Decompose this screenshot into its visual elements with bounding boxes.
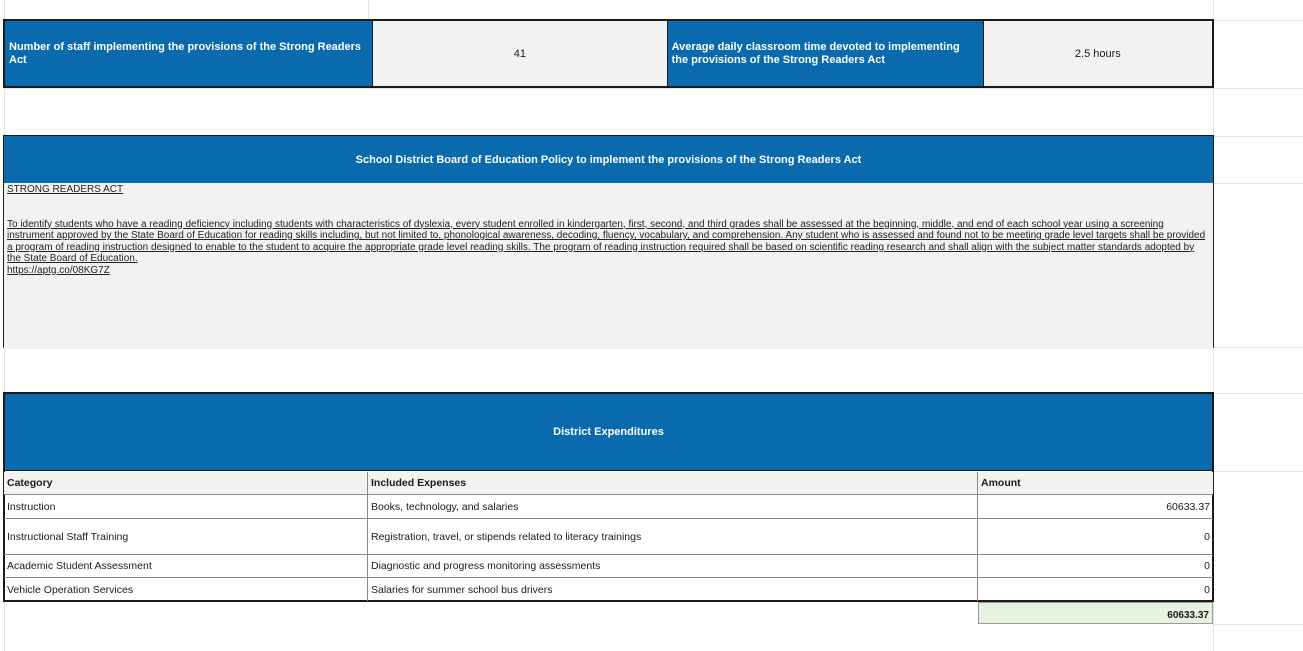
policy-body-text: To identify students who have a reading deficiency including students with characteristics of dyslexia, every student enrolled in kindergarten, first, second, and third grades shall be assessed at the beginning, middle, and end of each school year using a screening instrument approved by the State Board of Education for reading skills including, but not limited to, phonological awareness, decoding, fluency, vocabulary, and comprehension. Any student who is assessed and found not to be meeting grade level targets shall be provided a program of reading instruction designed to enable to the student to acquire the appropriate grade level reading skills. The program of reading instruction required shall be based on scientific reading research and shall align with the subject matter standards adopted by the State Board of Education. <box>7 218 1206 264</box>
category-cell[interactable]: Instructional Staff Training <box>4 519 368 554</box>
time-label[interactable]: Average daily classroom time devoted to implementing the provisions of the Strong Readers Act <box>668 21 984 86</box>
gridline <box>1213 183 1303 184</box>
expenses-cell[interactable]: Books, technology, and salaries <box>368 495 978 518</box>
category-cell[interactable]: Academic Student Assessment <box>4 555 368 577</box>
category-cell[interactable]: Vehicle Operation Services <box>4 578 368 601</box>
summary-row <box>3 19 1214 88</box>
gridline <box>1213 347 1303 348</box>
table-header-row <box>4 472 1213 495</box>
column-header-amount[interactable]: Amount <box>981 477 1021 489</box>
amount-cell[interactable]: 0 <box>1204 583 1210 596</box>
expenses-cell[interactable]: Registration, travel, or stipends related to literacy trainings <box>368 519 978 554</box>
expenditures-title[interactable]: District Expenditures <box>5 394 1212 471</box>
policy-text[interactable] <box>4 183 1213 349</box>
staff-value[interactable]: 41 <box>373 21 667 86</box>
column-header-expenses[interactable]: Included Expenses <box>368 472 978 494</box>
policy-section <box>3 135 1214 348</box>
table-row <box>4 555 1213 578</box>
staff-label[interactable]: Number of staff implementing the provisions of the Strong Readers Act <box>5 21 373 86</box>
table-row <box>4 519 1213 555</box>
table-row <box>4 495 1213 519</box>
policy-heading: STRONG READERS ACT <box>7 184 124 195</box>
column-header-category[interactable]: Category <box>4 472 368 494</box>
gridline <box>1213 136 1303 137</box>
time-value[interactable]: 2.5 hours <box>984 21 1212 86</box>
amount-cell[interactable]: 0 <box>1204 560 1210 572</box>
gridline <box>4 88 1303 89</box>
gridline <box>1213 393 1303 394</box>
gridline <box>368 0 369 20</box>
total-amount-cell[interactable]: 60633.37 <box>978 602 1213 624</box>
gridline <box>1213 20 1303 21</box>
amount-cell[interactable]: 0 <box>1204 530 1210 543</box>
table-row <box>4 578 1213 601</box>
gridline <box>1213 471 1303 472</box>
expenses-cell[interactable]: Diagnostic and progress monitoring assessments <box>368 555 978 577</box>
expenses-cell[interactable]: Salaries for summer school bus drivers <box>368 578 978 601</box>
gridline <box>1213 624 1303 625</box>
policy-link[interactable]: https://aptg.co/08KG7Z <box>7 264 110 276</box>
category-cell[interactable]: Instruction <box>4 495 368 518</box>
amount-cell[interactable]: 60633.37 <box>1166 500 1210 513</box>
policy-title[interactable]: School District Board of Education Policy to implement the provisions of the Strong Readers Act <box>4 136 1213 183</box>
